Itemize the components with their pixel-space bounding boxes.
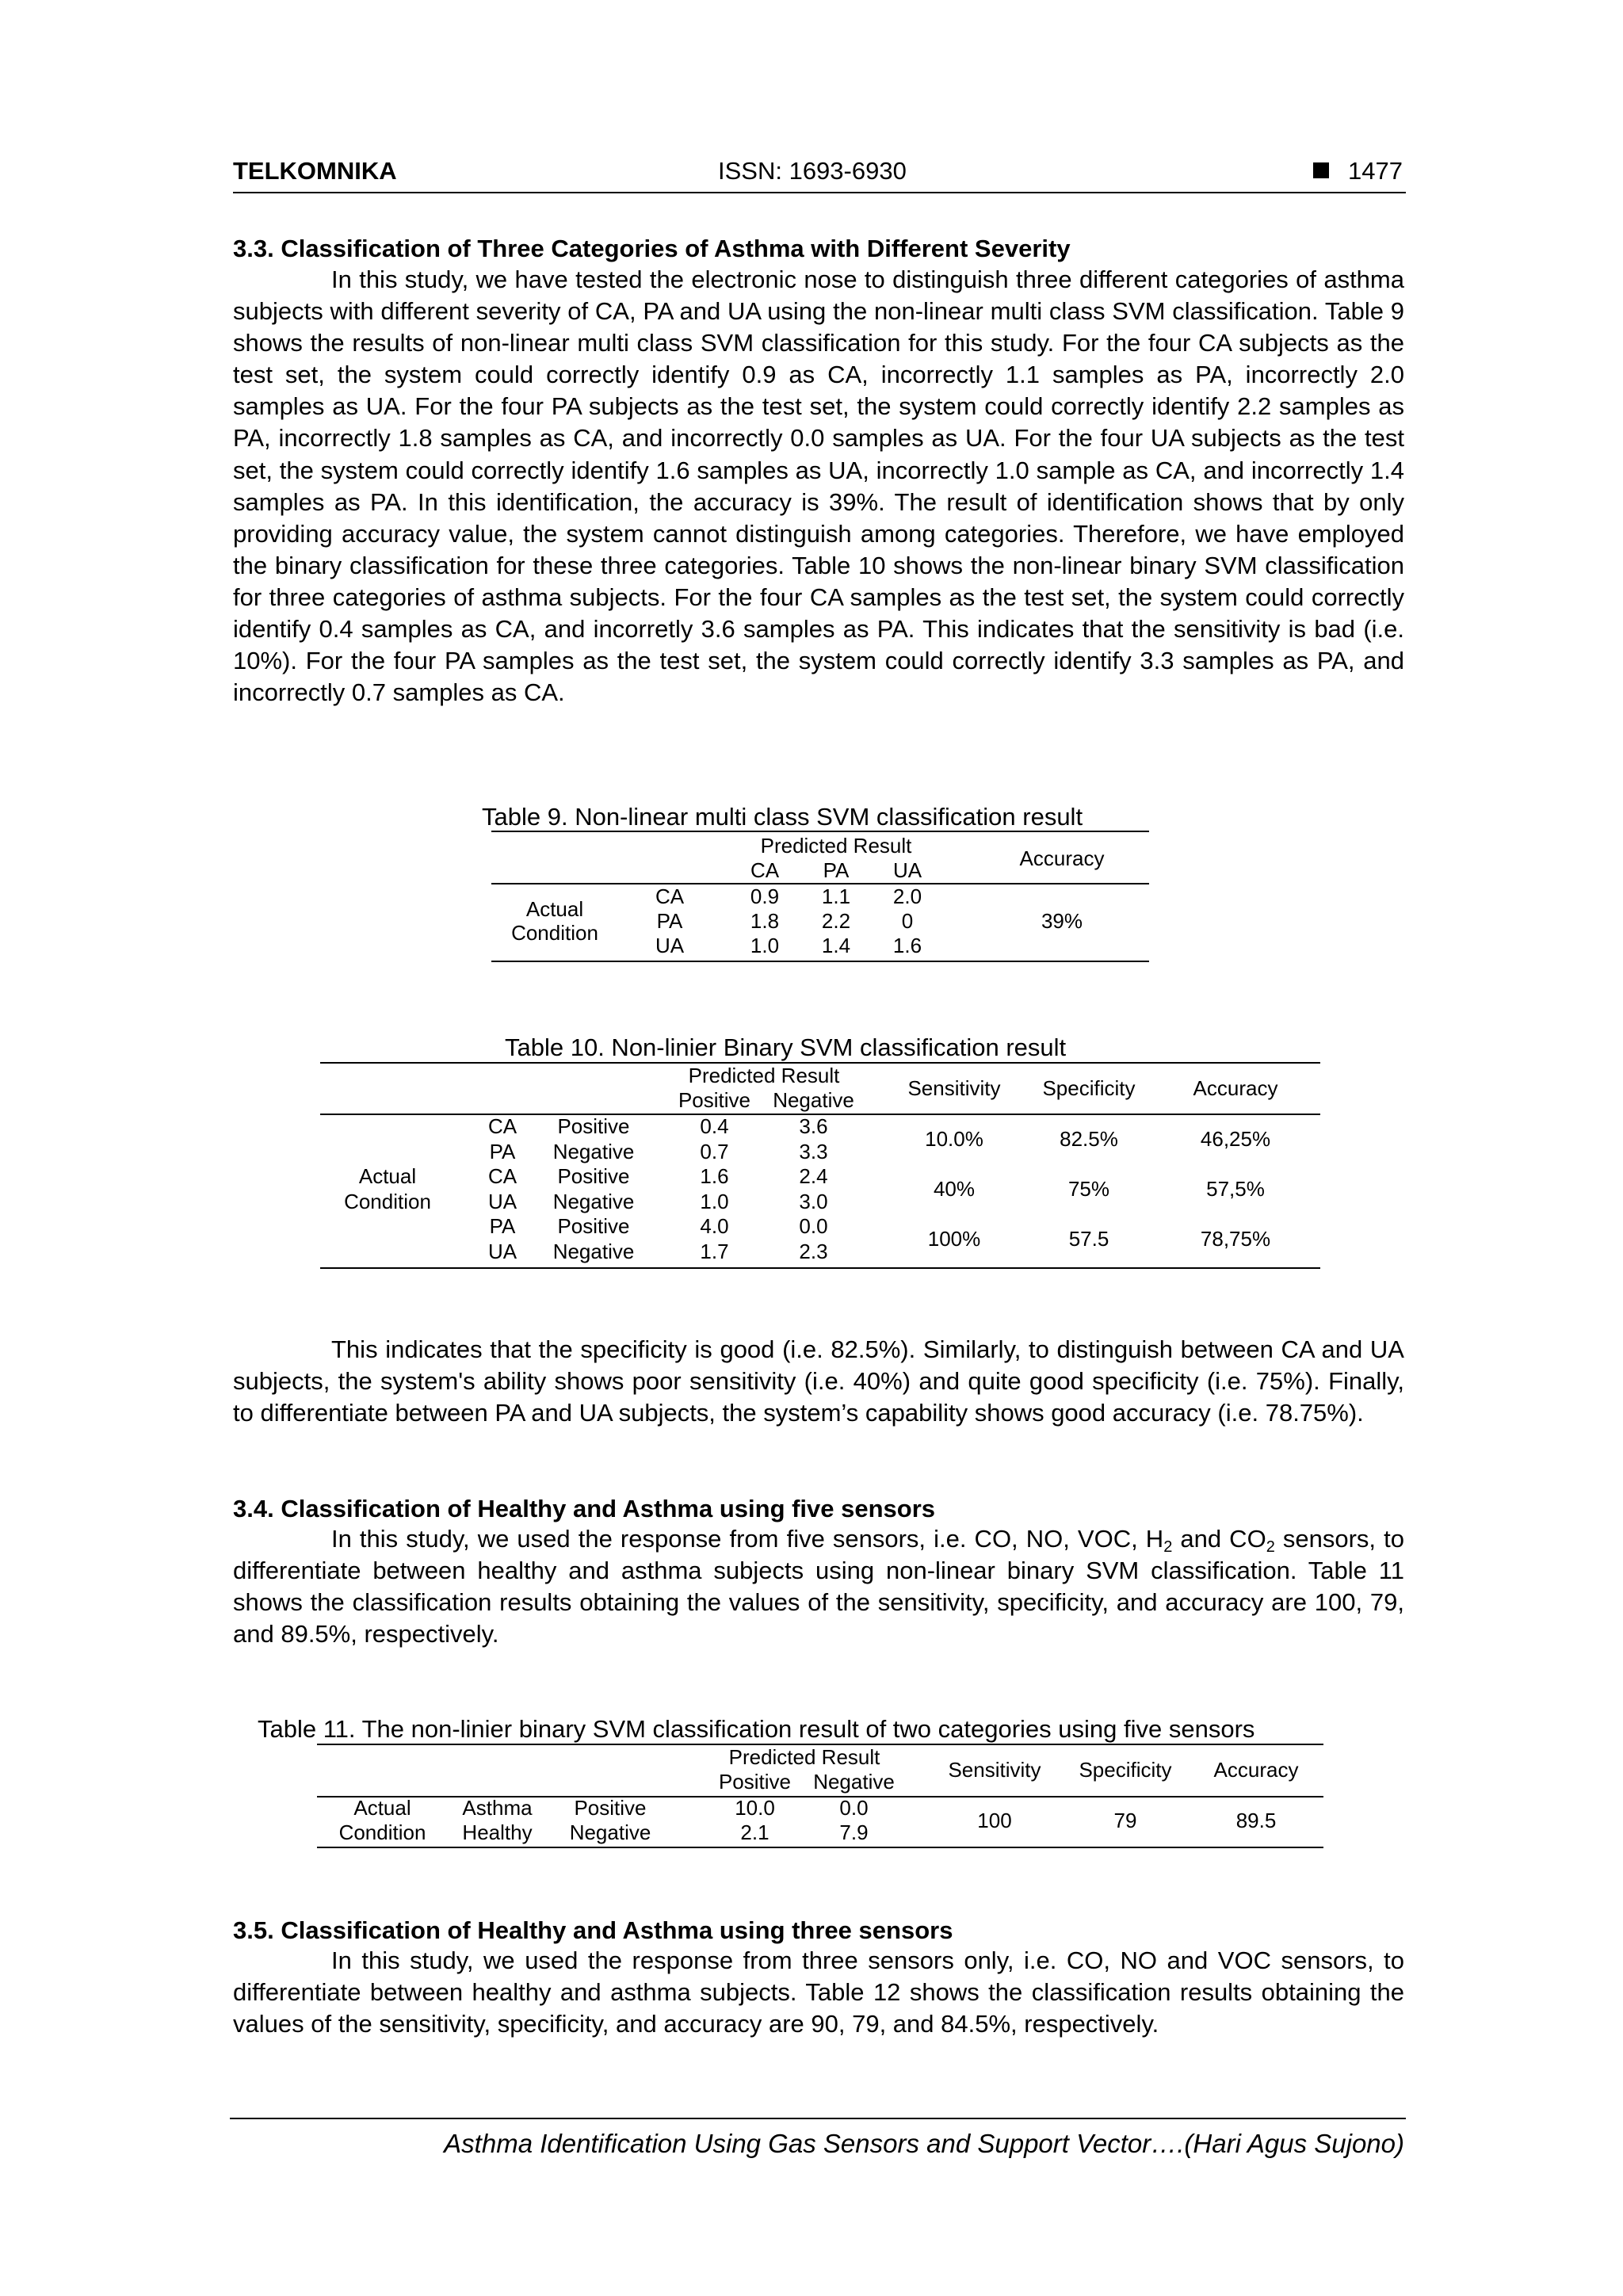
table-10-negative-header: Negative (773, 1088, 854, 1112)
table-11-predicted-header: Predicted Result (728, 1745, 880, 1769)
table-10-cell: 1.6 (700, 1164, 729, 1188)
table-10-cell: 2.4 (799, 1164, 828, 1188)
table-9-col-pa: PA (823, 858, 850, 882)
table-10-cell: 0.0 (799, 1214, 828, 1238)
table-9-row-label: CA (655, 884, 685, 908)
table-10-cell: 1.0 (700, 1190, 729, 1213)
table-10-category: PA (489, 1214, 516, 1238)
table-10-category: CA (487, 1114, 517, 1138)
running-header (233, 157, 1406, 193)
table-10-cell: 4.0 (700, 1214, 729, 1238)
table-9-cell: 1.0 (750, 934, 780, 957)
table-10-cell: 2.3 (799, 1240, 828, 1263)
section-3-4-text-b: sensors, to differentiate between healthy and asthma subjects using non-linear binary SVM classification. Table 11 shows the classification results obtaining the values of the sensitivity, specificity, and accuracy are 100, 79, and 89.5%, respectively. (233, 1525, 1404, 1648)
table-10-sensitivity-value: 40% (933, 1177, 976, 1201)
journal-name: TELKOMNIKA (233, 157, 397, 185)
table-11-sensitivity-header: Sensitivity (948, 1758, 1041, 1782)
table-11-positive-header: Positive (718, 1770, 792, 1794)
table-10-accuracy-value: 57,5% (1206, 1177, 1265, 1201)
table-9-row-label: PA (656, 909, 683, 933)
table-rule (491, 831, 1149, 832)
table-9-predicted-header: Predicted Result (760, 834, 912, 858)
table-11-caption: Table 11. The non-linier binary SVM classification result of two categories using five sensors (258, 1715, 1255, 1743)
table-10-condition-label: Condition (344, 1190, 431, 1213)
table-9-caption: Table 9. Non-linear multi class SVM classification result (482, 803, 1083, 831)
table-11-accuracy-value: 89.5 (1235, 1809, 1277, 1832)
table-10-type: Positive (557, 1214, 630, 1238)
page-number (1313, 157, 1403, 185)
table-9-cell: 1.8 (750, 909, 780, 933)
table-11-category: Healthy (462, 1820, 533, 1844)
table-10-sensitivity-value: 10.0% (925, 1127, 983, 1151)
table-10 (320, 1062, 1320, 1272)
table-10-caption: Table 10. Non-linier Binary SVM classification result (505, 1033, 1067, 1061)
table-11-cell: 7.9 (839, 1820, 869, 1844)
table-11-specificity-value: 79 (1113, 1809, 1137, 1832)
square-bullet-icon (1313, 162, 1329, 178)
table-9-col-ua: UA (892, 858, 922, 882)
table-11-accuracy-header: Accuracy (1213, 1758, 1299, 1782)
table-10-accuracy-header: Accuracy (1193, 1076, 1278, 1100)
table-10-type: Positive (557, 1114, 630, 1138)
table-11-condition-label: Condition (338, 1820, 426, 1844)
table-11-type: Negative (569, 1820, 651, 1844)
footer-text: Asthma Identification Using Gas Sensors and Support Vector….(Hari Agus Sujono) (444, 2129, 1404, 2158)
section-3-4-text-and: and CO (1172, 1525, 1266, 1553)
table-10-specificity-value: 75% (1067, 1177, 1110, 1201)
table-11-category: Asthma (462, 1796, 533, 1820)
table-10-specificity-header: Specificity (1042, 1076, 1136, 1100)
table-9-cell: 1.6 (892, 934, 922, 957)
table-10-cell: 0.4 (700, 1114, 729, 1138)
table-10-category: UA (487, 1190, 517, 1213)
table-10-type: Negative (552, 1190, 635, 1213)
table-9-accuracy-header: Accuracy (1019, 846, 1105, 870)
section-3-4-paragraph (233, 1523, 1404, 1650)
table-9 (491, 831, 1149, 965)
table-11-negative-header: Negative (813, 1770, 895, 1794)
table-9-cell: 2.0 (892, 884, 922, 908)
table-11 (317, 1744, 1323, 1847)
table-10-specificity-value: 57.5 (1068, 1227, 1109, 1251)
table-10-category: CA (487, 1164, 517, 1188)
table-9-cell: 2.2 (821, 909, 851, 933)
table-rule (491, 961, 1149, 962)
paragraph-after-table-10: This indicates that the specificity is good (i.e. 82.5%). Similarly, to distinguish between CA and UA subjects, the system's ability shows poor sensitivity (i.e. 40%) and quite good specificity (i.e. 75%). Finally, to differentiate between PA and UA subjects, the system’s capability shows good accuracy (i.e. 78.75%). (233, 1335, 1404, 1427)
table-10-cell: 1.7 (700, 1240, 729, 1263)
table-11-cell: 10.0 (735, 1796, 775, 1820)
table-10-sensitivity-value: 100% (927, 1227, 981, 1251)
table-10-type: Positive (557, 1164, 630, 1188)
table-9-cell: 0 (901, 909, 914, 933)
table-10-category: UA (487, 1240, 517, 1263)
table-9-cell: 0.9 (750, 884, 780, 908)
section-heading-3-5: 3.5. Classification of Healthy and Asthma using three sensors (233, 1916, 953, 1944)
section-heading-3-4: 3.4. Classification of Healthy and Asthma using five sensors (233, 1495, 936, 1522)
subscript: 2 (1163, 1538, 1173, 1556)
section-3-5-paragraph: In this study, we used the response from three sensors only, i.e. CO, NO and VOC sensors, to differentiate between healthy and asthma subjects. Table 12 shows the classification results obtaining the values of the sensitivity, specificity, and accuracy are 90, 79, and 84.5%, respectively. (233, 1946, 1404, 2038)
table-9-row-label: UA (655, 934, 685, 957)
table-11-sensitivity-value: 100 (977, 1809, 1012, 1832)
section-heading-3-3: 3.3. Classification of Three Categories of Asthma with Different Severity (233, 235, 1071, 262)
table-rule (317, 1847, 1323, 1848)
running-footer (230, 2118, 1406, 2158)
table-10-cell: 0.7 (700, 1140, 729, 1163)
table-9-cell: 1.1 (821, 884, 851, 908)
table-11-cell: 0.0 (839, 1796, 869, 1820)
table-9-cell: 1.4 (821, 934, 851, 957)
table-11-cell: 2.1 (740, 1820, 769, 1844)
table-10-specificity-value: 82.5% (1060, 1127, 1118, 1151)
section-3-3-paragraph: In this study, we have tested the electronic nose to distinguish three different categories of asthma subjects with different severity of CA, PA and UA using the non-linear multi class SVM classification. Table 9 shows the results of non-linear multi class SVM classification for this study. For the four CA subjects as the test set, the system could correctly identify 0.9 as CA, incorrectly 1.1 samples as PA, incorrectly 2.0 samples as UA. For the four PA subjects as the test set, the system could correctly identify 2.2 samples as PA, incorrectly 1.8 samples as CA, and incorrectly 0.0 samples as UA. For the four UA subjects as the test set, the system could correctly identify 1.6 samples as UA, incorrectly 1.0 sample as CA, and incorrectly 1.4 samples as PA. In this identification, the accuracy is 39%. The result of identification shows that by only providing accuracy value, the system cannot distinguish among categories. Therefore, we have employed the binary classification for these three categories. Table 10 shows the non-linear binary SVM classification for three categories of asthma subjects. For the four CA samples as the test set, the system could correctly identify 0.4 samples as CA, and incorretly 3.6 samples as PA. This indicates that the sensitivity is bad (i.e. 10%). For the four PA samples as the test set, the system could correctly identify 3.3 samples as PA, and incorrectly 0.7 samples as CA. (233, 266, 1404, 707)
table-10-cell: 3.6 (799, 1114, 828, 1138)
table-10-accuracy-value: 78,75% (1200, 1227, 1271, 1251)
table-10-positive-header: Positive (678, 1088, 751, 1112)
table-9-condition-label: Condition (511, 921, 598, 945)
section-3-4-text-a: In this study, we used the response from five sensors, i.e. CO, NO, VOC, H (331, 1525, 1164, 1553)
issn: ISSN: 1693-6930 (718, 157, 907, 185)
table-9-actual-label: Actual (525, 897, 584, 921)
table-10-category: PA (489, 1140, 516, 1163)
table-10-type: Negative (552, 1240, 635, 1263)
table-10-predicted-header: Predicted Result (688, 1064, 840, 1087)
table-11-actual-label: Actual (353, 1796, 411, 1820)
table-11-specificity-header: Specificity (1079, 1758, 1172, 1782)
table-10-type: Negative (552, 1140, 635, 1163)
table-9-col-ca: CA (750, 858, 780, 882)
table-10-sensitivity-header: Sensitivity (907, 1076, 1001, 1100)
table-10-cell: 3.0 (799, 1190, 828, 1213)
subscript: 2 (1266, 1538, 1275, 1556)
table-10-actual-label: Actual (358, 1164, 417, 1188)
table-11-type: Positive (574, 1796, 647, 1820)
table-10-accuracy-value: 46,25% (1200, 1127, 1271, 1151)
table-rule (320, 1267, 1320, 1269)
table-10-cell: 3.3 (799, 1140, 828, 1163)
table-9-accuracy-value: 39% (1041, 909, 1083, 933)
page-number-value: 1477 (1348, 157, 1403, 185)
